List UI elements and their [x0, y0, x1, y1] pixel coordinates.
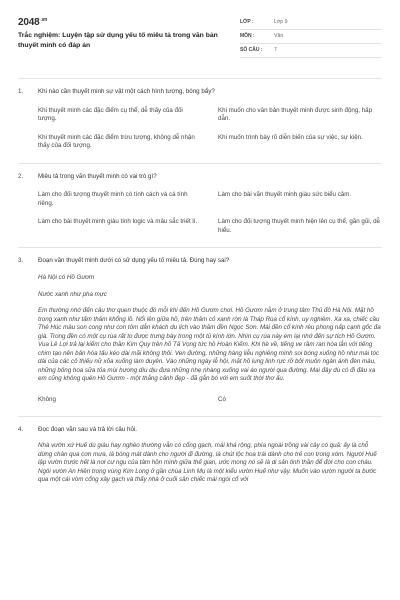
meta-label: LỚP : — [240, 19, 254, 26]
question-number: 3. — [18, 257, 24, 265]
meta-label: SỐ CÂU : — [240, 47, 263, 54]
meta-value: Lớp 9 — [274, 18, 288, 25]
meta-value: 7 — [274, 46, 277, 53]
poem-line: Hà Nội có Hồ Gươm — [38, 274, 95, 282]
meta-row-class — [240, 16, 382, 30]
logo-suffix: .vn — [40, 16, 48, 23]
document-header — [18, 16, 382, 58]
question-list — [18, 78, 382, 485]
answer-options — [18, 392, 382, 416]
question-1 — [18, 79, 382, 97]
question-3 — [18, 248, 382, 266]
option[interactable]: Khi thuyết minh các đặc điểm cụ thể, dễ thấy của đối tượng. — [38, 106, 183, 123]
passage-paragraph: Nhà vườn xứ Huế dù giàu hay nghèo thường vẫn có cổng gạch, mái khá rộng, phía ngoài trồng vài cây có quả: ấy là chỗ dừng chân qua cơn mưa, là bóng mát dành cho người đi đường, là chút lộc hoa trái dành cho trẻ con trong xóm. Người Huế lập vườn trước hết là nơi cư ngụ của tâm hồn mình giữa thế gian, ước mong nó sẽ là di sản tinh thần để đời cho con cháu. Ngôi vườn An Hiên trong vùng Kim Long ở gần chùa Linh Mụ là một kiểu vườn Huế như vậy. Muốn vào vườn người ta bước qua một cái vòm cổng xây gạch và thấy nhà ở cuối sân chiếc mái ngói cổ với — [38, 442, 377, 484]
option[interactable]: Khi thuyết minh các đặc điểm trừu tượng, không dễ nhận thấy của đối tượng. — [38, 133, 195, 150]
question-2 — [18, 164, 382, 182]
question-4 — [18, 417, 382, 435]
options — [18, 97, 382, 163]
question-text: Đọc đoạn văn sau và trả lời câu hỏi. — [38, 425, 137, 433]
option[interactable]: Khi muốn trình bày rõ diễn biến của sự việc, sự kiện. — [218, 133, 363, 141]
option[interactable]: Khi muốn cho văn bản thuyết minh được sinh động, hấp dẫn. — [218, 106, 373, 123]
question-number: 4. — [18, 425, 24, 433]
option-no[interactable]: Không — [38, 396, 56, 404]
meta-row-subject — [240, 30, 382, 44]
page-title: Trắc nghiệm: Luyện tập sử dụng yếu tố miêu tả trong văn bản thuyết minh có đáp án — [18, 32, 218, 49]
meta-table — [240, 16, 382, 58]
question-text: Đoạn văn thuyết minh dưới có sử dụng yếu tố miêu tả. Đúng hay sai? — [38, 257, 230, 265]
option[interactable]: Làm cho đối tượng thuyết minh hiện lên cụ thể, gần gũi, dễ hiểu. — [218, 218, 380, 234]
question-text: Khi nào cần thuyết minh sự vật một cách hình tượng, bóng bẩy? — [38, 88, 215, 95]
question-text: Miêu tả trong văn thuyết minh có vai trò gì? — [38, 172, 157, 180]
option[interactable]: Làm cho bài văn thuyết minh giàu sức biểu cảm. — [218, 191, 352, 199]
options — [18, 181, 382, 247]
site-logo[interactable] — [18, 16, 47, 30]
logo-text: 2048 — [18, 17, 40, 28]
poem-line: Nước xanh như pha mực — [38, 290, 107, 298]
meta-label: MÔN : — [240, 33, 255, 40]
passage-paragraph: Em thường nhớ đến câu thơ quen thuộc đó mỗi khi đến Hồ Gươm chơi. Hồ Gươm nằm ở trung tâm Thủ đô Hà Nội. Mặt hồ trong xanh như tấm thảm khổng lồ. Nổi lên giữa hồ, trên thảm cỏ xanh rờn là Tháp Rùa cổ kính, uy nghiêm. Xa xa, chiếc cầu Thê Húc màu son cong như con tôm dẫn khách du lịch vào thăm đền Ngọc Sơn. Mái đền cổ kính rêu phong nấp cạnh gốc đa già. Trong đền có một cụ rùa rất to được trưng bày trong một tủ kính lớn. Nhìn cụ rùa này em lại nhớ đến sự tích Hồ Gươm. Vua Lê Lợi trả lại kiếm cho thần Kim Quy trên hồ Tả Vọng tức hồ Hoàn Kiếm. Khi hè về, tiếng ve rầm ran hòa lẫn với tiếng chim tạo nên bản hòa tấu kéo dài mãi không thôi. Ven đường, những hàng liễu nghiêng mình soi bóng xuống hồ như mái tóc dài của các cô thiếu nữ xõa xuống làm duyên. Vào những ngày lễ hội, mặt hồ lung linh rực rỡ bởi muôn ngàn ánh đèn màu, những bông hoa sữa tỏa mùi hương dìu dịu đưa những nhẹ nhàng xuống vai áo người qua đường. Mai đây dù có đi đâu xa em cũng không quên Hồ Gươm - một thắng cảnh đẹp - đã gắn bó với em suốt thời thơ ấu. — [38, 307, 381, 383]
question-number: 2. — [18, 172, 24, 180]
meta-row-count — [240, 44, 382, 58]
option[interactable]: Làm cho bài thuyết minh giàu tính logic và mâu sắc triết lí. — [38, 218, 198, 226]
option-yes[interactable]: Có — [218, 396, 226, 404]
question-body — [18, 266, 382, 384]
meta-value: Văn — [274, 32, 284, 39]
question-number: 1. — [18, 88, 24, 95]
option[interactable]: Làm cho đối tượng thuyết minh có tính cách và cá tính riêng. — [38, 191, 188, 207]
